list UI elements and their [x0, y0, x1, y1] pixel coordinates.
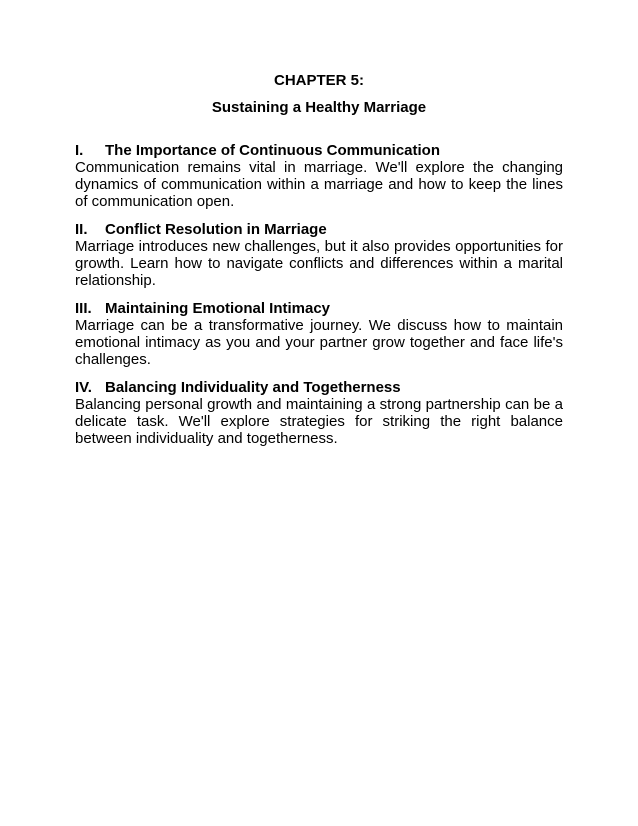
section-heading	[75, 300, 563, 317]
section-number: IV.	[75, 379, 92, 396]
section-communication	[75, 142, 563, 210]
section-emotional-intimacy	[75, 300, 563, 368]
section-body: Marriage can be a transformative journey. We discuss how to maintain emotional intimacy as you and your partner grow together and face life's challenges.	[75, 317, 563, 368]
section-number: II.	[75, 221, 88, 238]
section-number: III.	[75, 300, 92, 317]
page-content	[75, 72, 563, 447]
section-title: Maintaining Emotional Intimacy	[105, 300, 331, 317]
section-title: Balancing Individuality and Togetherness	[105, 379, 401, 396]
section-heading	[75, 379, 563, 396]
chapter-title: Sustaining a Healthy Marriage	[211, 99, 427, 116]
section-body: Marriage introduces new challenges, but it also provides opportunities for growth. Learn how to navigate conflicts and differences within a marital relationship.	[75, 238, 563, 289]
section-title: The Importance of Continuous Communication	[105, 142, 440, 159]
section-heading	[75, 221, 563, 238]
chapter-label: CHAPTER 5:	[273, 72, 364, 89]
section-body: Communication remains vital in marriage. We'll explore the changing dynamics of communication within a marriage and how to keep the lines of communication open.	[75, 159, 563, 210]
section-title: Conflict Resolution in Marriage	[105, 221, 327, 238]
section-heading	[75, 142, 563, 159]
section-conflict-resolution	[75, 221, 563, 289]
section-number: I.	[75, 142, 84, 159]
section-body: Balancing personal growth and maintaining a strong partnership can be a delicate task. We'll explore strategies for striking the right balance between individuality and togetherness.	[75, 396, 563, 447]
section-individuality-togetherness	[75, 379, 563, 447]
